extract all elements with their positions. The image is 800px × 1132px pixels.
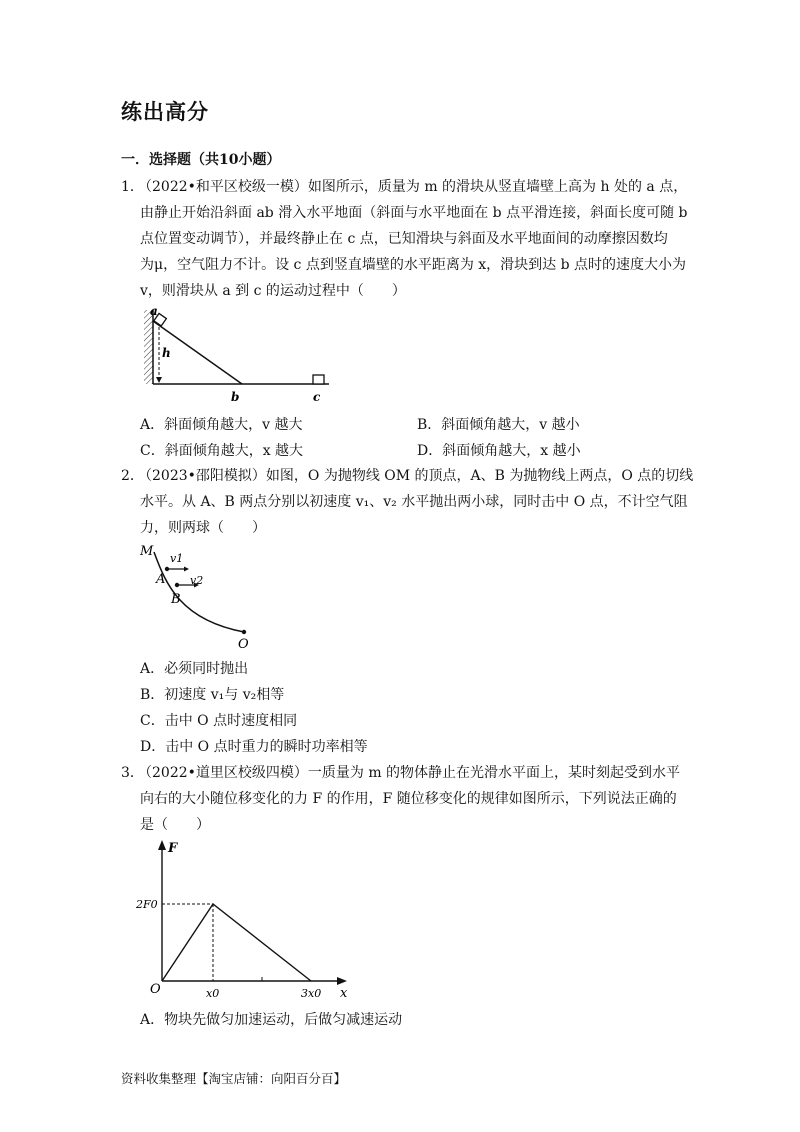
question-text-line: 向右的大小随位移变化的力 F 的作用，F 随位移变化的规律如图所示，下列说法正确的 (140, 791, 677, 807)
question-number: 2． (121, 468, 144, 484)
question-text-line: （2023•邵阳模拟）如图，O 为抛物线 OM 的顶点，A、B 为抛物线上两点，O 点的切线 (138, 468, 694, 484)
label-a: a (150, 305, 158, 318)
question-number: 1． (121, 179, 144, 195)
label-origin: O (150, 982, 161, 997)
label-o: O (238, 637, 249, 652)
label-3x0: 3x0 (301, 987, 322, 1000)
question-text-line: （2022•道里区校级四模）一质量为 m 的物体静止在光滑水平面上，某时刻起受到水平 (138, 765, 681, 781)
label-f: F (168, 841, 178, 856)
x-axis-arrow (337, 977, 347, 985)
wall-hatch (144, 310, 153, 384)
height-arrow (156, 377, 162, 383)
page-title: 练出高分 (121, 100, 209, 124)
option-d[interactable]: D．斜面倾角越大，x 越小 (417, 443, 581, 459)
point-o (242, 630, 246, 634)
page-footer: 资料收集整理【淘宝店铺：向阳百分百】 (121, 1071, 347, 1086)
question-text-line: 点位置变动调节），并最终静止在 c 点，已知滑块与斜面及水平地面间的动摩擦因数均 (140, 231, 668, 247)
question-text-line: 水平。从 A、B 两点分别以初速度 v₁、v₂ 水平抛出两小球，同时击中 O 点，不计空气阻 (140, 494, 688, 510)
question-text-line: （2022•和平区校级一模）如图所示，质量为 m 的滑块从竖直墙壁上高为 h 处的 a 点， (138, 179, 688, 195)
label-v1: v1 (170, 552, 184, 565)
label-h: h (162, 346, 171, 360)
option-a[interactable]: A．必须同时抛出 (140, 661, 249, 677)
label-2f0: 2F0 (136, 898, 158, 911)
label-a: A (156, 572, 166, 587)
question-number: 3． (121, 765, 144, 781)
question-text-line: 由静止开始沿斜面 ab 滑入水平地面（斜面与水平地面在 b 点平滑连接，斜面长度可随 b (140, 205, 688, 221)
y-axis-arrow (158, 840, 166, 850)
label-c: c (313, 390, 321, 404)
label-b: B (171, 592, 181, 607)
label-b: b (231, 390, 240, 404)
label-m: M (140, 544, 154, 559)
label-v2: v2 (190, 574, 204, 587)
option-b[interactable]: B．斜面倾角越大，v 越小 (417, 417, 580, 433)
block-at-c (313, 375, 324, 384)
incline-diagram (140, 305, 340, 407)
option-a[interactable]: A．物块先做匀加速运动，后做匀减速运动 (140, 1012, 403, 1028)
force-curve (162, 904, 311, 981)
label-x0: x0 (206, 987, 220, 1000)
question-text-line: v，则滑块从 a 到 c 的运动过程中（ ） (140, 283, 406, 299)
question-text-line: 力，则两球（ ） (140, 520, 266, 536)
v1-arrowhead (184, 567, 189, 572)
parabola-om (154, 552, 244, 632)
question-text-line: 是（ ） (140, 817, 210, 833)
section-heading: 一．选择题（共10小题） (121, 152, 281, 168)
force-displacement-graph (136, 836, 356, 1004)
option-d[interactable]: D．击中 O 点时重力的瞬时功率相等 (140, 739, 368, 755)
option-b[interactable]: B．初速度 v₁与 v₂相等 (140, 687, 285, 703)
label-x: x (340, 986, 348, 1001)
option-a[interactable]: A．斜面倾角越大，v 越大 (140, 417, 303, 433)
option-c[interactable]: C．击中 O 点时速度相同 (140, 713, 298, 729)
parabola-diagram (136, 540, 266, 652)
option-c[interactable]: C．斜面倾角越大，x 越大 (140, 443, 304, 459)
question-text-line: 为μ，空气阻力不计。设 c 点到竖直墙壁的水平距离为 x，滑块到达 b 点时的速度大小为 (140, 257, 687, 273)
